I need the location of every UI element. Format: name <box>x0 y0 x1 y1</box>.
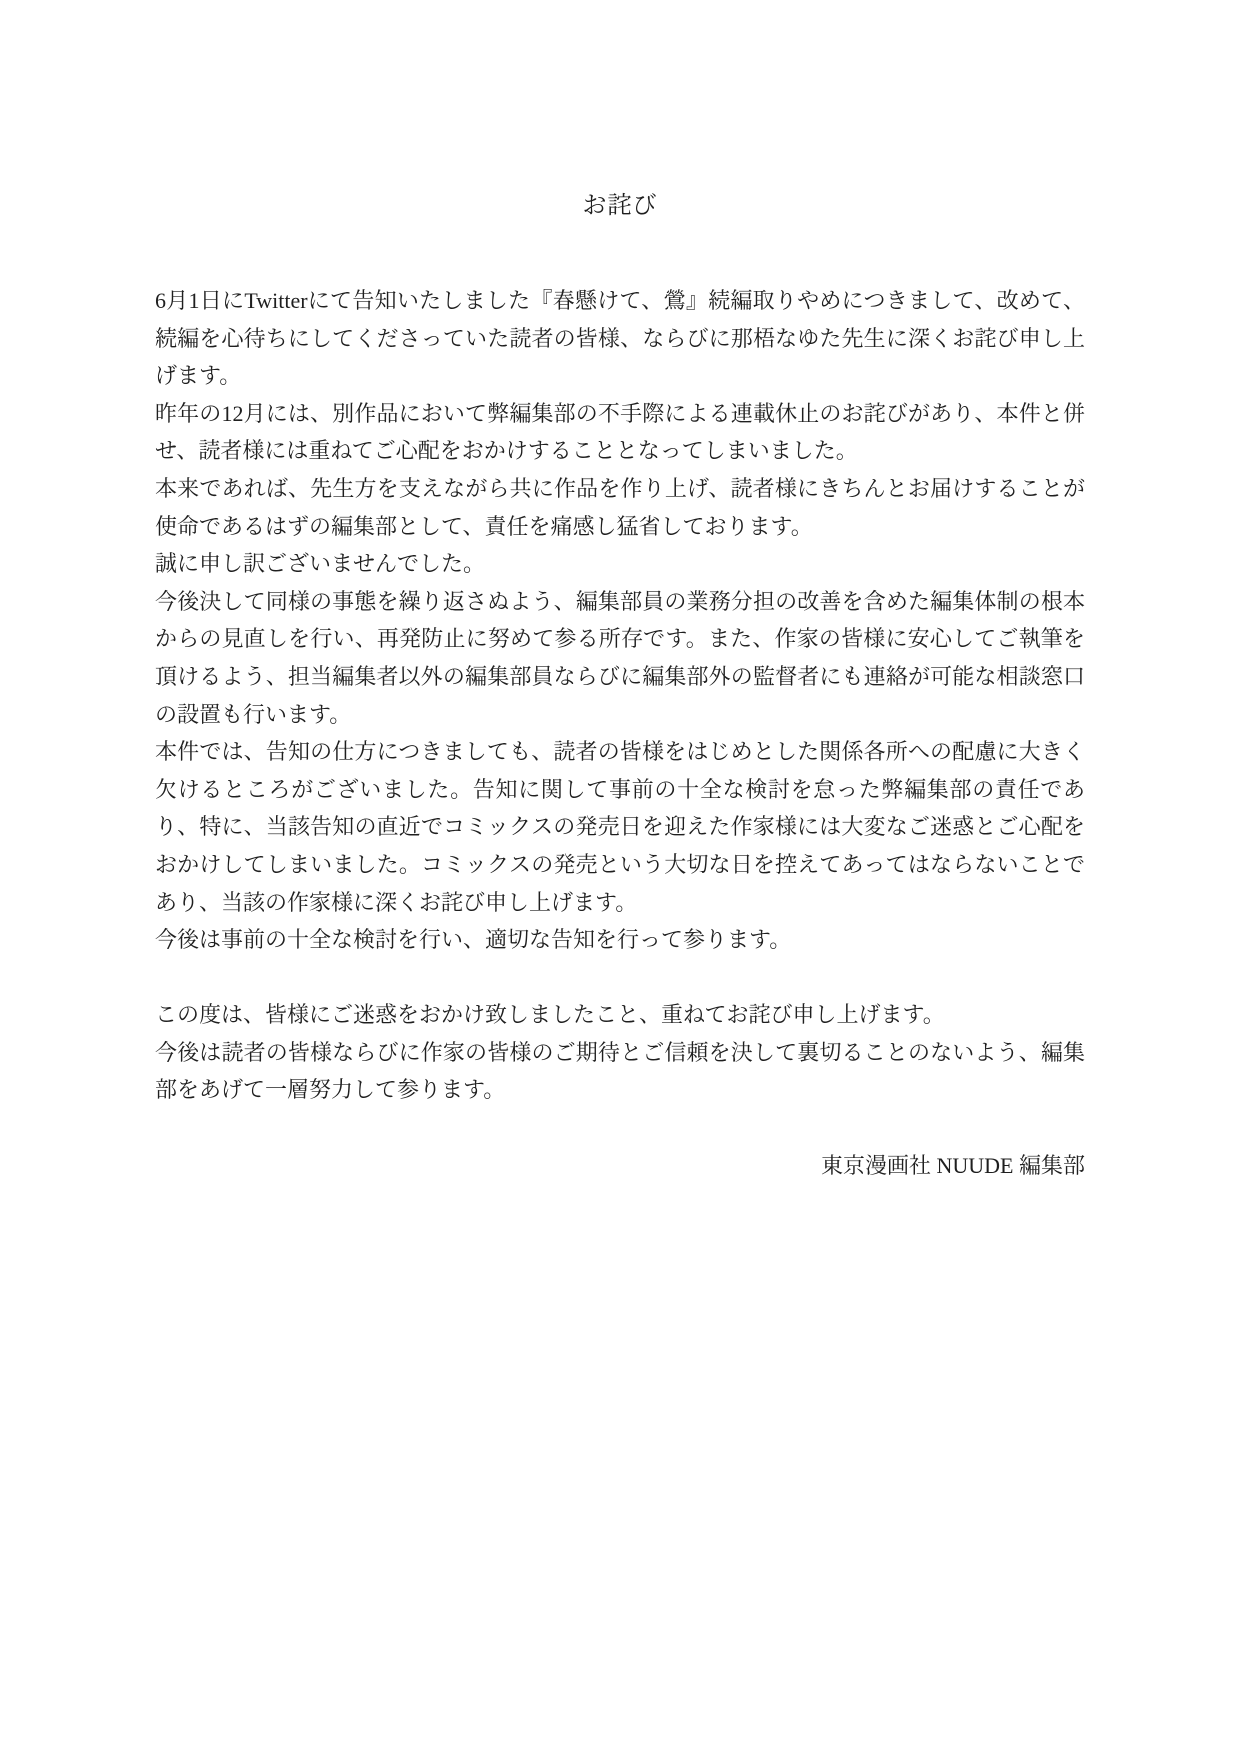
paragraph: 昨年の12月には、別作品において弊編集部の不手際による連載休止のお詫びがあり、本件と併せ、読者様には重ねてご心配をおかけすることとなってしまいました。 <box>155 400 1085 464</box>
closing-paragraphs <box>155 996 1085 1109</box>
paragraph: 今後決して同様の事態を繰り返さぬよう、編集部員の業務分担の改善を含めた編集体制の根本からの見直しを行い、再発防止に努めて参る所存です。また、作家の皆様に安心してご執筆を頂けるよう、担当編集者以外の編集部員ならびに編集部外の監督者にも連絡が可能な相談窓口の設置も行います。 <box>155 588 1085 727</box>
paragraph: 6月1日にTwitterにて告知いたしました『春懸けて、鶯』続編取りやめにつきまして、改めて、続編を心待ちにしてくださっていた読者の皆様、ならびに那梧なゆた先生に深くお詫び申し上げます。 <box>155 288 1085 389</box>
body-paragraphs <box>155 282 1085 959</box>
paragraph: 本来であれば、先生方を支えながら共に作品を作り上げ、読者様にきちんとお届けすることが使命であるはずの編集部として、責任を痛感し猛省しております。 <box>155 475 1085 539</box>
paragraph: 本件では、告知の仕方につきましても、読者の皆様をはじめとした関係各所への配慮に大きく欠けるところがございました。告知に関して事前の十全な検討を怠った弊編集部の責任であり、特に、当該告知の直近でコミックスの発売日を迎えた作家様には大変なご迷惑とご心配をおかけしてしまいました。コミックスの発売という大切な日を控えてあってはならないことであり、当該の作家様に深くお詫び申し上げます。 <box>155 739 1085 915</box>
paragraph: 誠に申し訳ございませんでした。 <box>155 551 486 577</box>
paragraph: この度は、皆様にご迷惑をおかけ致しましたこと、重ねてお詫び申し上げます。 <box>155 1002 945 1028</box>
signature-line: 東京漫画社 NUUDE 編集部 <box>821 1152 1085 1178</box>
document-title: お詫び <box>582 193 658 219</box>
paragraph: 今後は事前の十全な検討を行い、適切な告知を行って参ります。 <box>155 927 792 953</box>
apology-letter <box>155 0 1085 1184</box>
paragraph: 今後は読者の皆様ならびに作家の皆様のご期待とご信頼を決して裏切ることのないよう、編集部をあげて一層努力して参ります。 <box>155 1039 1085 1103</box>
